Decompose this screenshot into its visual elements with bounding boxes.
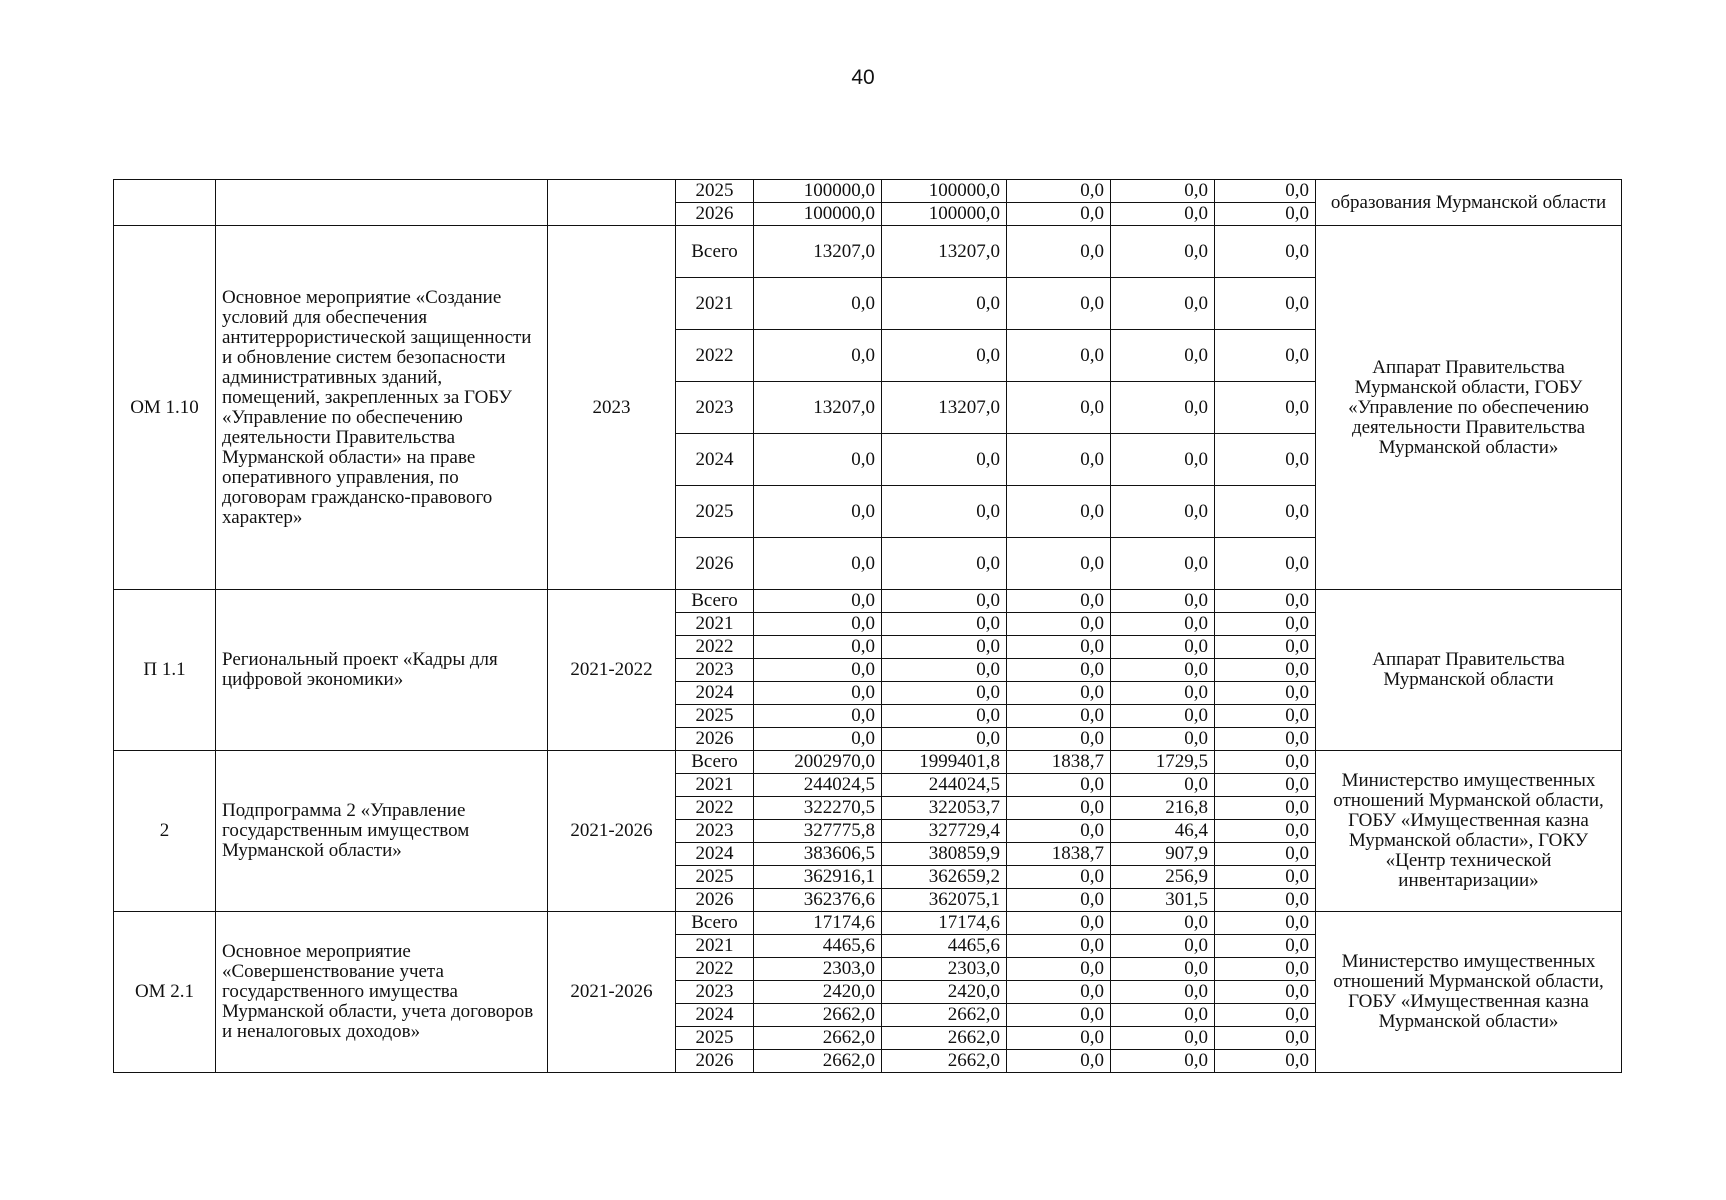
source-amount-cell: 0,0 [1111,774,1215,797]
year-cell: 2026 [676,889,754,912]
source-amount-cell: 0,0 [1007,613,1111,636]
source-amount-cell: 0,0 [1215,538,1316,590]
total-amount-cell: 244024,5 [754,774,882,797]
item-code [114,180,216,226]
year-cell: Всего [676,590,754,613]
source-amount-cell: 2420,0 [882,981,1007,1004]
source-amount-cell: 0,0 [1007,774,1111,797]
item-period: 2021-2022 [548,590,676,751]
source-amount-cell: 0,0 [1111,682,1215,705]
table-row [114,912,1622,935]
total-amount-cell: 0,0 [754,613,882,636]
source-amount-cell: 0,0 [1111,538,1215,590]
year-cell: 2026 [676,1050,754,1073]
source-amount-cell: 0,0 [1215,1027,1316,1050]
source-amount-cell: 0,0 [1007,958,1111,981]
source-amount-cell: 0,0 [1111,636,1215,659]
source-amount-cell: 362659,2 [882,866,1007,889]
source-amount-cell: 13207,0 [882,382,1007,434]
source-amount-cell: 244024,5 [882,774,1007,797]
source-amount-cell: 256,9 [1111,866,1215,889]
source-amount-cell: 2662,0 [882,1050,1007,1073]
source-amount-cell: 2662,0 [882,1004,1007,1027]
source-amount-cell: 0,0 [1111,659,1215,682]
total-amount-cell: 4465,6 [754,935,882,958]
source-amount-cell: 0,0 [1007,330,1111,382]
year-cell: 2023 [676,382,754,434]
year-cell: 2022 [676,958,754,981]
source-amount-cell: 0,0 [1215,278,1316,330]
total-amount-cell: 2662,0 [754,1004,882,1027]
source-amount-cell: 362075,1 [882,889,1007,912]
total-amount-cell: 0,0 [754,590,882,613]
budget-table [113,179,1622,1073]
source-amount-cell: 0,0 [1111,613,1215,636]
source-amount-cell: 0,0 [1215,682,1316,705]
source-amount-cell: 0,0 [1111,912,1215,935]
source-amount-cell: 0,0 [1007,590,1111,613]
source-amount-cell: 0,0 [1215,486,1316,538]
source-amount-cell: 0,0 [1215,382,1316,434]
total-amount-cell: 2662,0 [754,1050,882,1073]
year-cell: 2024 [676,843,754,866]
total-amount-cell: 0,0 [754,659,882,682]
total-amount-cell: 100000,0 [754,203,882,226]
source-amount-cell: 0,0 [1007,912,1111,935]
total-amount-cell: 0,0 [754,434,882,486]
source-amount-cell: 0,0 [1111,1050,1215,1073]
year-cell: 2023 [676,659,754,682]
source-amount-cell: 0,0 [1215,330,1316,382]
year-cell: 2024 [676,434,754,486]
total-amount-cell: 2662,0 [754,1027,882,1050]
source-amount-cell: 0,0 [882,659,1007,682]
source-amount-cell: 0,0 [882,538,1007,590]
source-amount-cell: 1838,7 [1007,843,1111,866]
total-amount-cell: 322270,5 [754,797,882,820]
total-amount-cell: 383606,5 [754,843,882,866]
total-amount-cell: 13207,0 [754,226,882,278]
source-amount-cell: 0,0 [1111,981,1215,1004]
source-amount-cell: 322053,7 [882,797,1007,820]
total-amount-cell: 0,0 [754,330,882,382]
source-amount-cell: 0,0 [882,636,1007,659]
source-amount-cell: 0,0 [1215,590,1316,613]
source-amount-cell: 0,0 [1007,1004,1111,1027]
table-row [114,590,1622,613]
total-amount-cell: 13207,0 [754,382,882,434]
total-amount-cell: 0,0 [754,538,882,590]
total-amount-cell: 362376,6 [754,889,882,912]
source-amount-cell: 100000,0 [882,180,1007,203]
source-amount-cell: 0,0 [1215,866,1316,889]
source-amount-cell: 0,0 [1007,682,1111,705]
source-amount-cell: 46,4 [1111,820,1215,843]
source-amount-cell: 0,0 [1111,203,1215,226]
source-amount-cell: 0,0 [1215,728,1316,751]
source-amount-cell: 0,0 [1007,636,1111,659]
item-name: Подпрограмма 2 «Управление государственным имуществом Мурманской области» [216,751,548,912]
item-name: Региональный проект «Кадры для цифровой экономики» [216,590,548,751]
executor-cell: Аппарат Правительства Мурманской области [1316,590,1622,751]
item-code: П 1.1 [114,590,216,751]
source-amount-cell: 0,0 [1111,382,1215,434]
source-amount-cell: 0,0 [1007,278,1111,330]
source-amount-cell: 0,0 [882,330,1007,382]
source-amount-cell: 0,0 [1215,659,1316,682]
year-cell: 2022 [676,636,754,659]
year-cell: 2025 [676,180,754,203]
year-cell: 2025 [676,1027,754,1050]
source-amount-cell: 0,0 [1007,203,1111,226]
source-amount-cell: 0,0 [1007,935,1111,958]
total-amount-cell: 2002970,0 [754,751,882,774]
source-amount-cell: 0,0 [1007,486,1111,538]
source-amount-cell: 0,0 [1007,820,1111,843]
year-cell: 2023 [676,820,754,843]
source-amount-cell: 0,0 [1111,958,1215,981]
source-amount-cell: 0,0 [1007,1027,1111,1050]
source-amount-cell: 0,0 [1215,613,1316,636]
source-amount-cell: 0,0 [882,613,1007,636]
item-name: Основное мероприятие «Создание условий для обеспечения антитеррористической защищенности и обновление систем безопасности административных зданий, помещений, закрепленных за ГОБУ «Управление по обеспечению деятельности Правительства Мурманской области» на праве оперативного управления, по договорам гражданско-правового характер» [216,226,548,590]
source-amount-cell: 0,0 [1215,958,1316,981]
year-cell: 2024 [676,682,754,705]
year-cell: 2026 [676,203,754,226]
item-period [548,180,676,226]
source-amount-cell: 0,0 [1111,1004,1215,1027]
total-amount-cell: 100000,0 [754,180,882,203]
source-amount-cell: 0,0 [1111,1027,1215,1050]
source-amount-cell: 0,0 [1215,797,1316,820]
source-amount-cell: 0,0 [1007,797,1111,820]
year-cell: 2025 [676,486,754,538]
year-cell: Всего [676,912,754,935]
source-amount-cell: 0,0 [1111,434,1215,486]
source-amount-cell: 0,0 [1007,889,1111,912]
source-amount-cell: 0,0 [1111,935,1215,958]
source-amount-cell: 0,0 [1007,728,1111,751]
source-amount-cell: 0,0 [1215,843,1316,866]
source-amount-cell: 100000,0 [882,203,1007,226]
year-cell: 2021 [676,278,754,330]
total-amount-cell: 362916,1 [754,866,882,889]
source-amount-cell: 0,0 [1215,889,1316,912]
item-code: ОМ 1.10 [114,226,216,590]
source-amount-cell: 0,0 [1215,705,1316,728]
source-amount-cell: 0,0 [1007,434,1111,486]
source-amount-cell: 0,0 [1111,728,1215,751]
source-amount-cell: 0,0 [1215,912,1316,935]
source-amount-cell: 0,0 [1215,981,1316,1004]
source-amount-cell: 0,0 [882,278,1007,330]
source-amount-cell: 0,0 [1007,1050,1111,1073]
source-amount-cell: 0,0 [1111,278,1215,330]
source-amount-cell: 327729,4 [882,820,1007,843]
source-amount-cell: 0,0 [1111,705,1215,728]
item-name: Основное мероприятие «Совершенствование учета государственного имущества Мурманской области, учета договоров и неналоговых доходов» [216,912,548,1073]
source-amount-cell: 0,0 [1007,538,1111,590]
source-amount-cell: 907,9 [1111,843,1215,866]
source-amount-cell: 0,0 [882,486,1007,538]
item-code: ОМ 2.1 [114,912,216,1073]
source-amount-cell: 0,0 [1111,226,1215,278]
source-amount-cell: 13207,0 [882,226,1007,278]
executor-cell: образования Мурманской области [1316,180,1622,226]
source-amount-cell: 2303,0 [882,958,1007,981]
year-cell: 2022 [676,330,754,382]
year-cell: 2026 [676,728,754,751]
source-amount-cell: 1838,7 [1007,751,1111,774]
source-amount-cell: 0,0 [1215,636,1316,659]
source-amount-cell: 0,0 [1215,434,1316,486]
table-body [114,180,1622,1073]
source-amount-cell: 17174,6 [882,912,1007,935]
source-amount-cell: 0,0 [1007,180,1111,203]
source-amount-cell: 0,0 [1111,590,1215,613]
table-row [114,751,1622,774]
source-amount-cell: 0,0 [882,728,1007,751]
item-period: 2021-2026 [548,751,676,912]
year-cell: 2025 [676,866,754,889]
source-amount-cell: 380859,9 [882,843,1007,866]
source-amount-cell: 0,0 [1215,226,1316,278]
source-amount-cell: 0,0 [1215,180,1316,203]
source-amount-cell: 0,0 [1007,705,1111,728]
executor-cell: Министерство имущественных отношений Мурманской области, ГОБУ «Имущественная казна Мурманской области», ГОКУ «Центр технической инвентаризации» [1316,751,1622,912]
source-amount-cell: 0,0 [1007,981,1111,1004]
total-amount-cell: 0,0 [754,728,882,751]
table-row [114,180,1622,203]
year-cell: 2023 [676,981,754,1004]
year-cell: 2021 [676,613,754,636]
source-amount-cell: 216,8 [1111,797,1215,820]
table-row [114,226,1622,278]
source-amount-cell: 0,0 [882,705,1007,728]
source-amount-cell: 0,0 [1007,226,1111,278]
item-name [216,180,548,226]
total-amount-cell: 0,0 [754,705,882,728]
year-cell: 2025 [676,705,754,728]
source-amount-cell: 0,0 [1111,180,1215,203]
source-amount-cell: 2662,0 [882,1027,1007,1050]
year-cell: 2024 [676,1004,754,1027]
year-cell: 2022 [676,797,754,820]
source-amount-cell: 0,0 [1215,203,1316,226]
source-amount-cell: 0,0 [1215,1004,1316,1027]
executor-cell: Аппарат Правительства Мурманской области, ГОБУ «Управление по обеспечению деятельности Правительства Мурманской области» [1316,226,1622,590]
source-amount-cell: 0,0 [1111,330,1215,382]
source-amount-cell: 1729,5 [1111,751,1215,774]
total-amount-cell: 0,0 [754,636,882,659]
year-cell: 2021 [676,935,754,958]
source-amount-cell: 0,0 [882,590,1007,613]
year-cell: 2021 [676,774,754,797]
total-amount-cell: 0,0 [754,682,882,705]
total-amount-cell: 2303,0 [754,958,882,981]
source-amount-cell: 0,0 [1007,382,1111,434]
total-amount-cell: 327775,8 [754,820,882,843]
total-amount-cell: 2420,0 [754,981,882,1004]
year-cell: 2026 [676,538,754,590]
source-amount-cell: 0,0 [1215,1050,1316,1073]
executor-cell: Министерство имущественных отношений Мурманской области, ГОБУ «Имущественная казна Мурманской области» [1316,912,1622,1073]
source-amount-cell: 0,0 [1111,486,1215,538]
source-amount-cell: 1999401,8 [882,751,1007,774]
item-period: 2021-2026 [548,912,676,1073]
source-amount-cell: 0,0 [1215,820,1316,843]
source-amount-cell: 4465,6 [882,935,1007,958]
source-amount-cell: 301,5 [1111,889,1215,912]
page-number: 40 [851,66,875,89]
source-amount-cell: 0,0 [1007,866,1111,889]
item-code: 2 [114,751,216,912]
year-cell: Всего [676,751,754,774]
source-amount-cell: 0,0 [1007,659,1111,682]
source-amount-cell: 0,0 [1215,935,1316,958]
source-amount-cell: 0,0 [882,434,1007,486]
total-amount-cell: 0,0 [754,486,882,538]
source-amount-cell: 0,0 [882,682,1007,705]
total-amount-cell: 17174,6 [754,912,882,935]
source-amount-cell: 0,0 [1215,751,1316,774]
item-period: 2023 [548,226,676,590]
source-amount-cell: 0,0 [1215,774,1316,797]
year-cell: Всего [676,226,754,278]
total-amount-cell: 0,0 [754,278,882,330]
